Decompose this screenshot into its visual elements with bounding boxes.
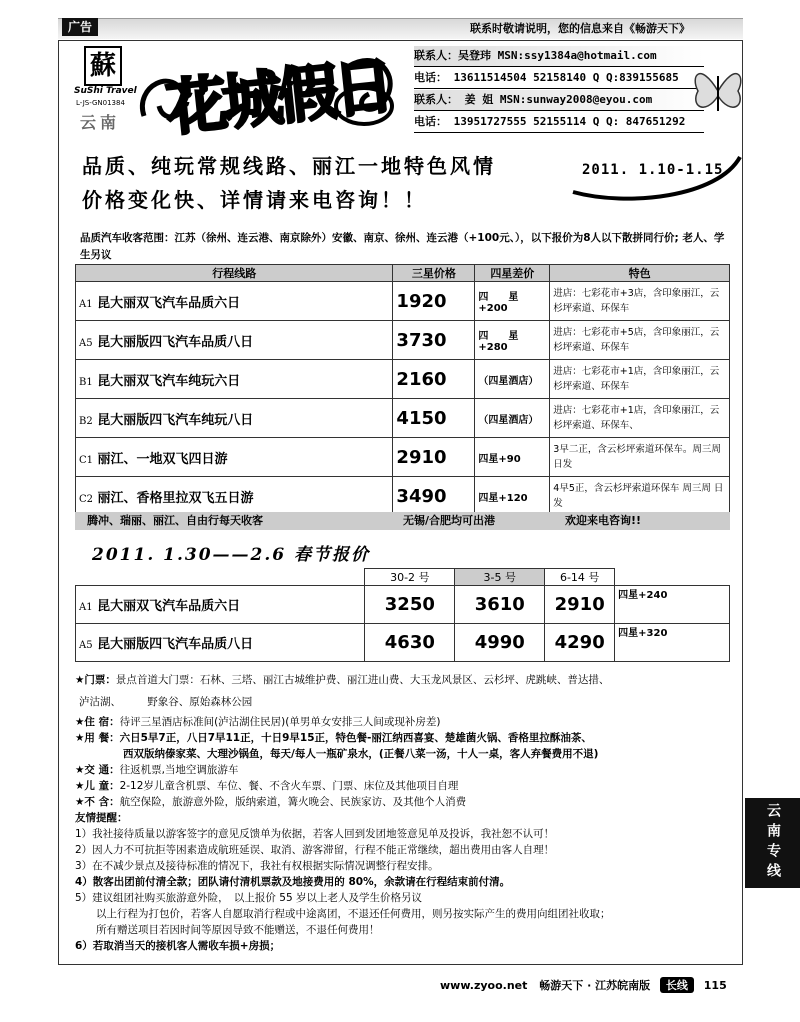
feature: 4早5正，含云杉坪索道环保车 周三周 日发 xyxy=(550,477,730,516)
route-code: C1 xyxy=(79,454,94,466)
price: 4290 xyxy=(545,624,615,662)
feature: 进店：七彩花市+1店，含印象丽江，云杉坪索道、环保车、 xyxy=(550,399,730,438)
tip-item: 5）建议组团社购买旅游意外险， 以上报价 55 岁以上老人及学生价格另议 xyxy=(75,892,422,904)
star-diff: 四 星 +280 xyxy=(475,321,550,360)
route-code: B1 xyxy=(79,376,93,388)
col-header: 四星差价 xyxy=(475,265,550,282)
headline: 价格变化快、详情请来电咨询！！ xyxy=(82,188,427,212)
route-code: A5 xyxy=(79,337,93,349)
ad-label: 广告 xyxy=(62,18,98,36)
note-text: 西双版纳傣家菜、大理沙锅鱼，每天/每人一瓶矿泉水，(正餐八菜一汤，十人一桌，客人弃餐费用不退) xyxy=(123,748,599,760)
scope-text: 品质汽车收客范围：江苏（徐州、连云港、南京除外）安徽、南京、徐州、连云港（+100元、），以下报价为8人以下散拼同行价; 老人、学生另议 xyxy=(80,232,725,261)
table-row xyxy=(76,321,730,360)
license-code: L-JS-GN01384 xyxy=(76,99,125,107)
note-text: 待评三星酒店标准间(泸沽湖住民居)(单男单女安排三人间或现补房差) xyxy=(119,716,441,728)
price: 4990 xyxy=(455,624,545,662)
price: 2910 xyxy=(545,586,615,624)
butterfly-icon xyxy=(690,56,746,126)
route-name: 昆大丽双飞汽车纯玩六日 xyxy=(97,373,241,389)
footer-tag: 长线 xyxy=(660,977,694,993)
route-code: C2 xyxy=(79,493,94,505)
logo-region: 云南 xyxy=(80,113,121,132)
note-label: ★交 通： xyxy=(75,764,120,776)
note-label: ★用 餐： xyxy=(75,732,120,744)
band-right: 欢迎来电咨询!! xyxy=(565,514,642,527)
table-row xyxy=(76,624,730,662)
tip-item: 4）散客出团前付清全款；团队请付清机票款及地接费用的 80%，余款请在行程结束前付清。 xyxy=(75,876,511,888)
star-diff: 四星+240 xyxy=(615,586,730,624)
note-text: 六日5早7正，八日7早11正，十日9早15正，特色餐-丽江纳西喜宴、楚雄菌火锅、香格里拉酥油茶、 xyxy=(119,732,592,744)
star-diff: （四星酒店） xyxy=(475,399,550,438)
side-tab: 云南专线 xyxy=(745,798,800,888)
page-number: 115 xyxy=(703,979,727,992)
tips-label: 友情提醒： xyxy=(75,812,128,824)
contact-line: 电话： 13951727555 52155114 Q Q: 847651292 xyxy=(414,112,704,133)
price: 3490 xyxy=(393,477,475,516)
note-text: 2-12岁儿童含机票、车位、餐、不含火车票、门票、床位及其他项目自理 xyxy=(119,780,459,792)
route-name: 昆大丽双飞汽车品质六日 xyxy=(97,295,241,311)
note-label: ★住 宿： xyxy=(75,716,120,728)
star-diff: 四星+120 xyxy=(475,477,550,516)
route-name: 丽江、一地双飞四日游 xyxy=(97,451,228,467)
col-header: 6-14 号 xyxy=(545,569,615,586)
footer xyxy=(440,977,727,993)
tip-item: 3）在不减少景点及接待标准的情况下，我社有权根据实际情况调整行程安排。 xyxy=(75,860,439,872)
note-text: 泸沽湖、 野象谷、原始森林公园 xyxy=(79,696,253,708)
date-range: 2011. 1.10-1.15 xyxy=(582,162,724,178)
table-row xyxy=(76,399,730,438)
route-code: A1 xyxy=(79,298,93,310)
route-name: 昆大丽版四飞汽车纯玩八日 xyxy=(97,412,254,428)
note-text: 航空保险，旅游意外险，版纳索道，篝火晚会、民族家访、及其他个人消费 xyxy=(119,796,467,808)
headline: 品质、纯玩常规线路、丽江一地特色风情 xyxy=(82,154,496,178)
price: 4150 xyxy=(393,399,475,438)
table-row xyxy=(76,360,730,399)
col-header: 三星价格 xyxy=(393,265,475,282)
route-name: 昆大丽版四飞汽车品质八日 xyxy=(97,637,254,652)
price: 2160 xyxy=(393,360,475,399)
star-diff: （四星酒店） xyxy=(475,360,550,399)
route-code: A1 xyxy=(79,602,93,613)
route-code: A5 xyxy=(79,640,93,651)
note-text: 往返机票,当地空调旅游车 xyxy=(119,764,239,776)
tip-item: 以上行程为打包价，若客人自愿取消行程或中途离团，不退还任何费用，则另按实际产生的费用向组团社收取； xyxy=(75,908,611,920)
route-name: 丽江、香格里拉双飞五日游 xyxy=(97,490,254,506)
note-label: ★儿 童： xyxy=(75,780,120,792)
feature: 进店：七彩花市+3店，含印象丽江，云杉坪索道、环保车 xyxy=(550,282,730,321)
contact-line: 电话： 13611514504 52158140 Q Q:839155685 xyxy=(414,68,704,89)
price: 3730 xyxy=(393,321,475,360)
footer-site: www.zyoo.net xyxy=(440,979,528,992)
note-text: 景点首道大门票：石林、三塔、丽江古城维护费、丽江进山费、大玉龙风景区、云杉坪、虎跳峡、普达措、 xyxy=(115,674,610,686)
route-name: 昆大丽双飞汽车品质六日 xyxy=(97,599,241,614)
star-diff: 四星+90 xyxy=(475,438,550,477)
price: 2910 xyxy=(393,438,475,477)
price: 3250 xyxy=(365,586,455,624)
route-code: B2 xyxy=(79,415,93,427)
band-mid: 无锡/合肥均可出港 xyxy=(403,514,496,527)
table-row xyxy=(76,586,730,624)
footer-publication: 畅游天下 · 江苏皖南版 xyxy=(539,979,651,992)
logo-glyph: 蘇 xyxy=(84,46,122,86)
col-header: 30-2 号 xyxy=(365,569,455,586)
band-left: 腾冲、瑞丽、丽江、自由行每天收客 xyxy=(87,514,263,527)
star-diff: 四 星 +200 xyxy=(475,282,550,321)
price: 1920 xyxy=(393,282,475,321)
note-label: ★门票： xyxy=(75,674,116,686)
tip-item: 2）因人力不可抗拒等困素造成航班延误、取消、游客滞留，行程不能正常继续，超出费用由客人自理！ xyxy=(75,844,555,856)
logo-name: SuShi Travel xyxy=(74,86,137,96)
tip-item: 所有赠送项目若因时间等原因导致不能赠送，不退任何费用！ xyxy=(75,924,380,936)
feature: 进店：七彩花市+1店，含印象丽江，云杉坪索道、环保车 xyxy=(550,360,730,399)
price: 4630 xyxy=(365,624,455,662)
source-notice: 联系时敬请说明，您的信息来自《畅游天下》 xyxy=(470,22,690,35)
table-row xyxy=(76,477,730,516)
col-header: 行程线路 xyxy=(76,265,393,282)
note-label: ★不 含： xyxy=(75,796,120,808)
col-header: 3-5 号 xyxy=(455,569,545,586)
info-band xyxy=(75,512,730,530)
brand-title: 花城假日 xyxy=(163,51,394,145)
holiday-price-table xyxy=(75,568,730,662)
holiday-title: 2011. 1.30——2.6 春节报价 xyxy=(92,545,371,565)
star-diff: 四星+320 xyxy=(615,624,730,662)
notes-section xyxy=(75,670,730,954)
price-table xyxy=(75,264,730,516)
tip-item: 1）我社接待质量以游客签字的意见反馈单为依据，若客人回到发团地签意见单及投诉，我社恕不认可！ xyxy=(75,828,555,840)
contact-line: 联系人： 姜 姐 MSN:sunway2008@eyou.com xyxy=(414,90,704,111)
tip-item: 6）若取消当天的接机客人需收车损+房损； xyxy=(75,940,281,952)
feature: 3早二正，含云杉坪索道环保车。周三周 日发 xyxy=(550,438,730,477)
contact-line: 联系人：吴登玮 MSN:ssy1384a@hotmail.com xyxy=(414,46,704,67)
col-header: 特色 xyxy=(550,265,730,282)
table-row xyxy=(76,438,730,477)
route-name: 昆大丽版四飞汽车品质八日 xyxy=(97,334,254,350)
feature: 进店：七彩花市+5店，含印象丽江，云杉坪索道、环保车 xyxy=(550,321,730,360)
price: 3610 xyxy=(455,586,545,624)
table-row xyxy=(76,282,730,321)
